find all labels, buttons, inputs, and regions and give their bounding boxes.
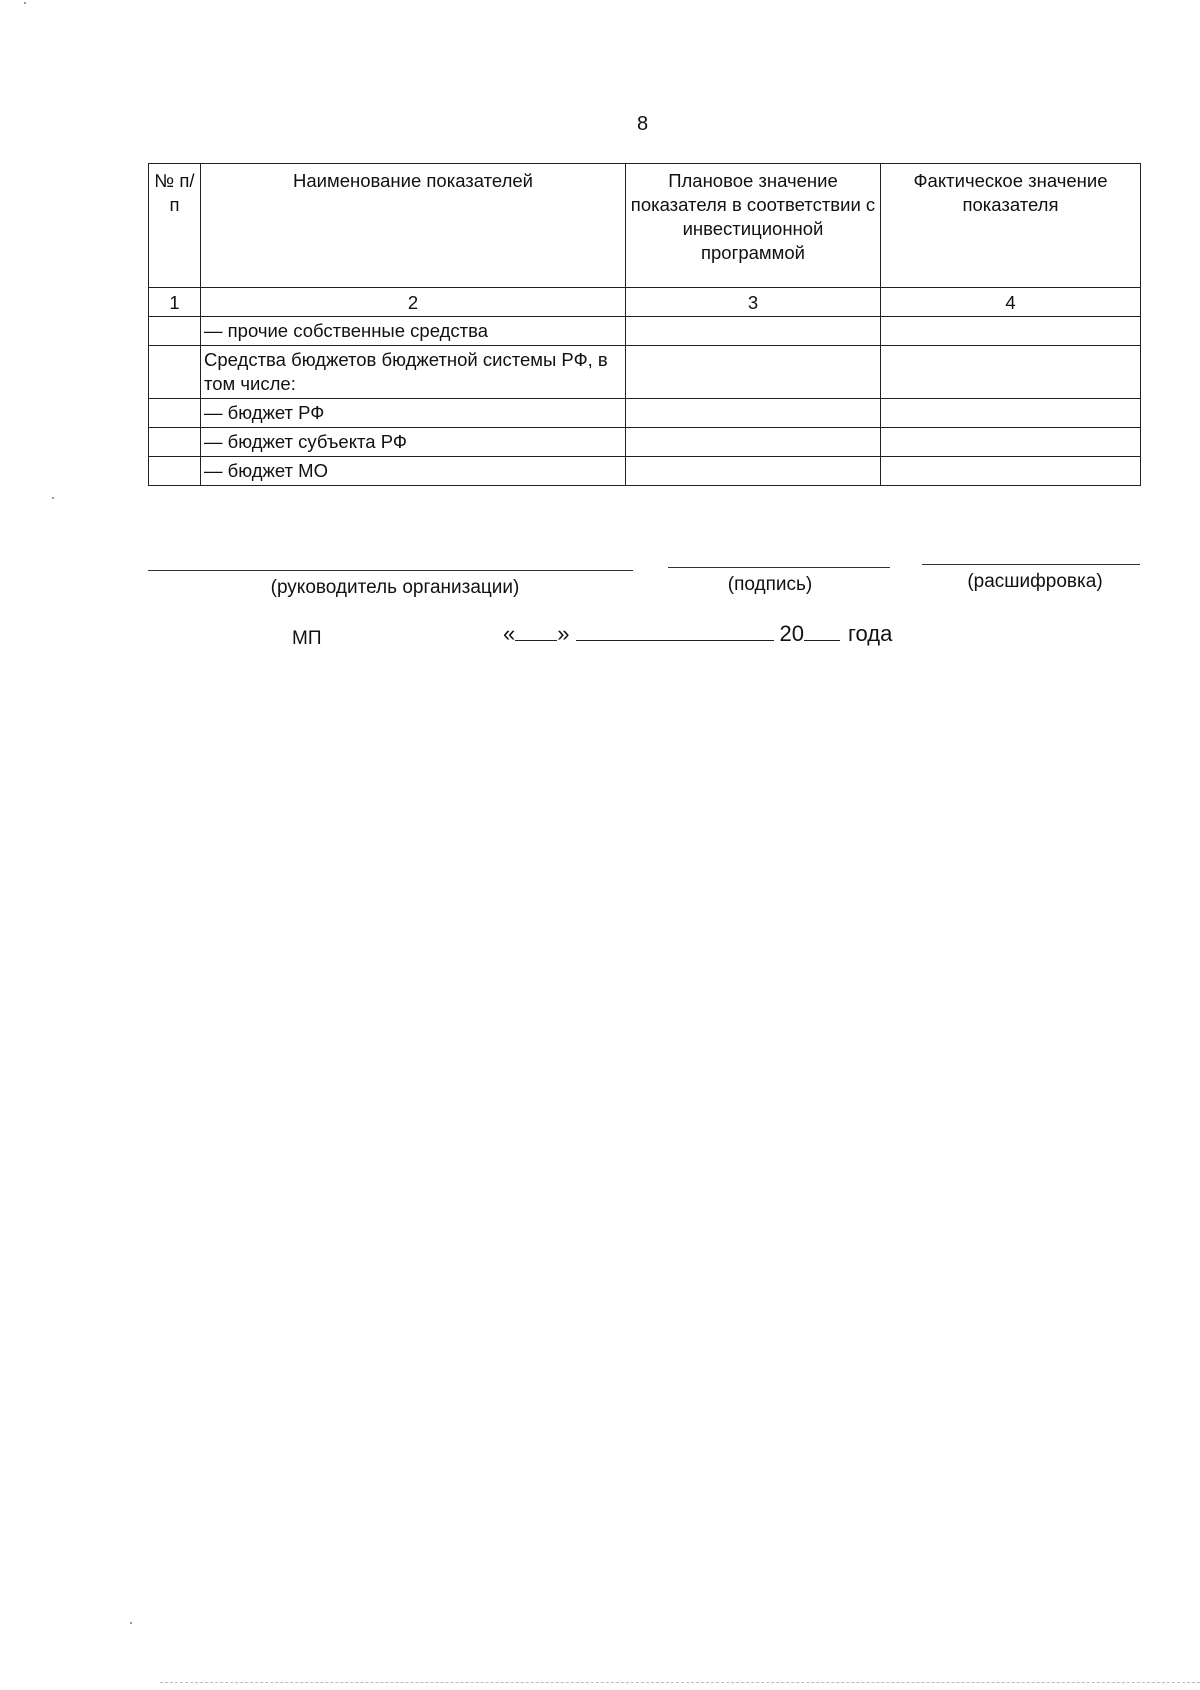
row-name-cell: — бюджет МО (201, 457, 626, 486)
row-plan-cell (626, 346, 881, 399)
header-num: № п/п (149, 164, 201, 288)
row-name-cell: — бюджет субъекта РФ (201, 428, 626, 457)
row-num-cell (149, 457, 201, 486)
column-number: 4 (881, 288, 1141, 317)
year-prefix: 20 (779, 621, 804, 646)
decode-signature-line (922, 564, 1140, 565)
column-number: 3 (626, 288, 881, 317)
row-fact-cell (881, 317, 1141, 346)
scan-speck (24, 2, 26, 4)
month-blank (576, 620, 774, 641)
page-number: 8 (636, 113, 649, 135)
quote-open: « (503, 621, 516, 646)
table-row (149, 399, 1141, 428)
stamp-place-label: МП (292, 628, 322, 649)
row-plan-cell (626, 317, 881, 346)
row-fact-cell (881, 346, 1141, 399)
head-signature-line (148, 570, 633, 571)
row-name-cell: Средства бюджетов бюджетной системы РФ, в том числе: (201, 346, 626, 399)
head-caption: (руководитель организации) (270, 577, 520, 598)
year-blank (804, 620, 840, 641)
column-number: 2 (201, 288, 626, 317)
table-row (149, 317, 1141, 346)
indicators-table (148, 163, 1141, 486)
scan-speck (52, 497, 54, 499)
row-num-cell (149, 346, 201, 399)
row-num-cell (149, 399, 201, 428)
scan-speck (130, 1622, 132, 1624)
scan-edge-line (160, 1682, 1200, 1683)
row-name-cell: — прочие собственные средства (201, 317, 626, 346)
table-header-row (149, 164, 1141, 288)
row-fact-cell (881, 457, 1141, 486)
header-fact: Фактическое значение показателя (881, 164, 1141, 288)
header-plan: Плановое значение показателя в соответствии с инвестиционной программой (626, 164, 881, 288)
date-line (503, 620, 892, 647)
decode-caption: (расшифровка) (967, 571, 1103, 592)
quote-close: » (557, 621, 570, 646)
day-blank (515, 620, 557, 641)
column-number: 1 (149, 288, 201, 317)
row-name-cell: — бюджет РФ (201, 399, 626, 428)
header-name: Наименование показателей (201, 164, 626, 288)
signature-line (668, 567, 890, 568)
row-plan-cell (626, 399, 881, 428)
table-row (149, 457, 1141, 486)
row-fact-cell (881, 428, 1141, 457)
year-suffix: года (847, 621, 893, 646)
row-fact-cell (881, 399, 1141, 428)
row-plan-cell (626, 457, 881, 486)
row-num-cell (149, 317, 201, 346)
sign-caption: (подпись) (727, 574, 813, 595)
row-plan-cell (626, 428, 881, 457)
table-row (149, 428, 1141, 457)
table-row (149, 346, 1141, 399)
column-number-row (149, 288, 1141, 317)
row-num-cell (149, 428, 201, 457)
